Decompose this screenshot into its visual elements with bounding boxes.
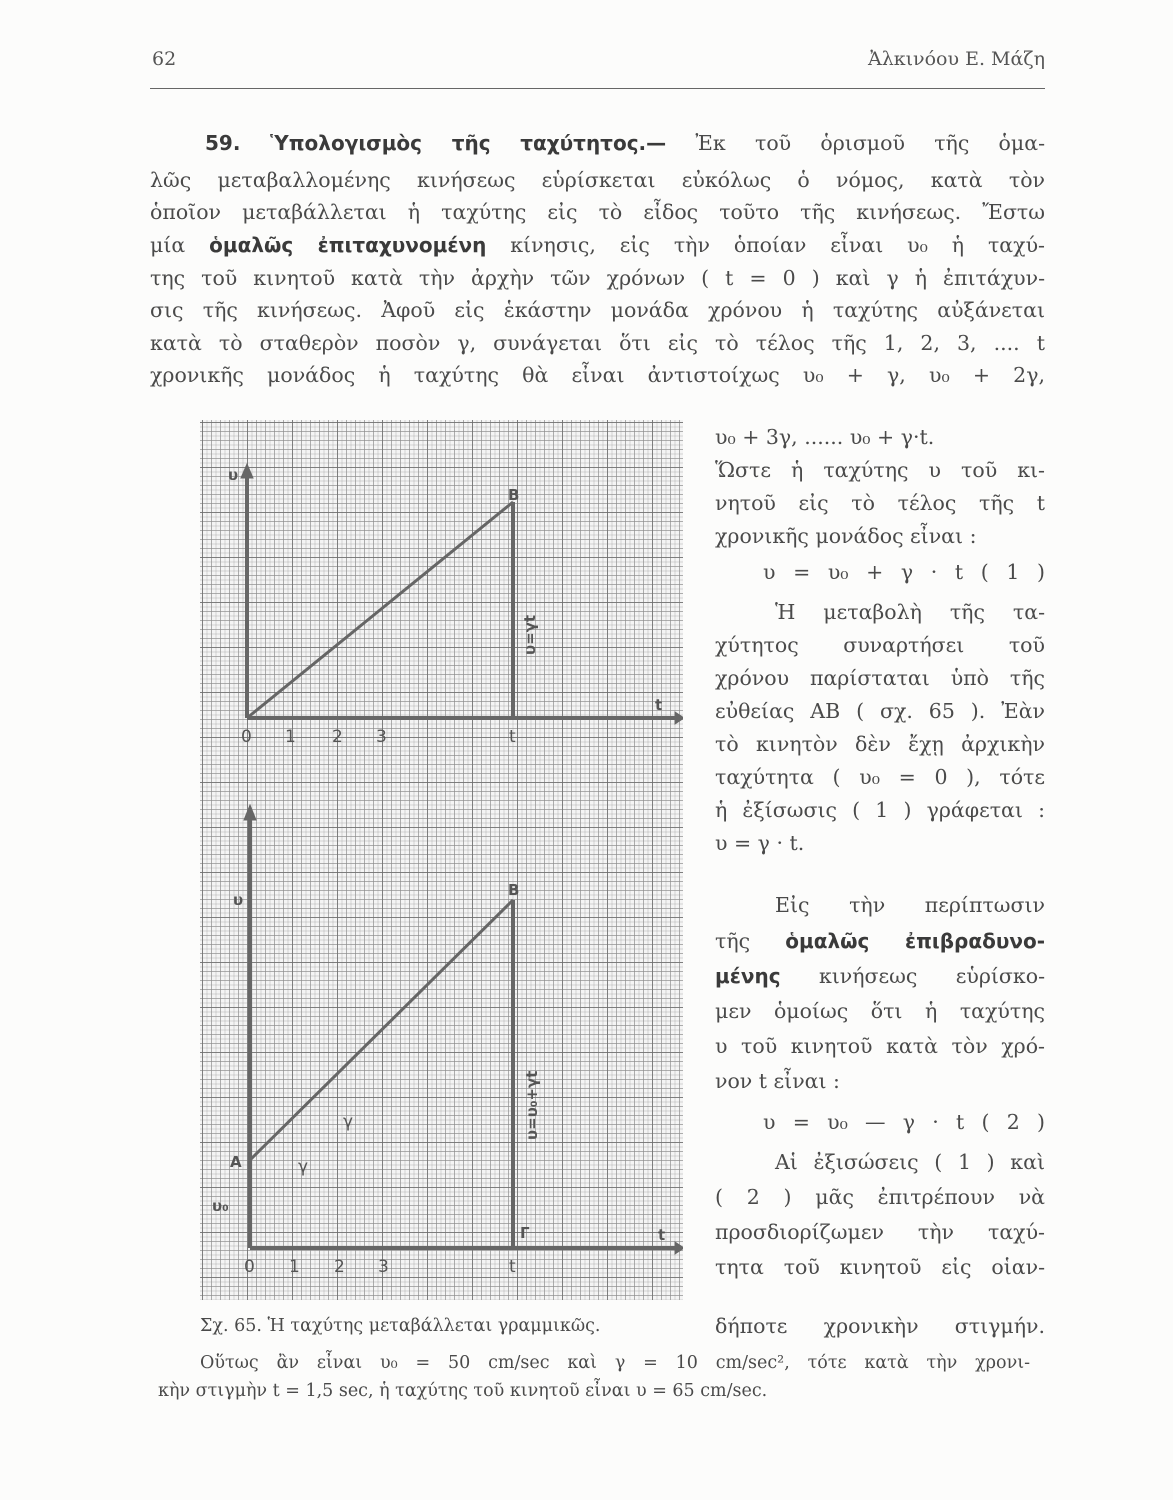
main-line xyxy=(150,361,1045,389)
column-line xyxy=(775,1148,1045,1176)
text-run: εὐθείας ΑΒ ( σχ. 65 ). Ἐὰν xyxy=(715,699,1045,723)
text-run: νητοῦ εἰς τὸ τέλος τῆς t xyxy=(715,491,1045,515)
text-run: νον t εἶναι : xyxy=(715,1069,840,1093)
text-run: χύτητος συναρτήσει τοῦ xyxy=(715,633,1045,657)
bottom-x-label: t xyxy=(658,1226,666,1244)
bottom-tick-1: 1 xyxy=(289,1257,300,1277)
text-run: υ = υ₀ — γ · t ( 2 ) xyxy=(763,1110,1045,1134)
bold-term: ὁμαλῶς ἐπιταχυνομένη xyxy=(209,233,487,257)
bottom-tick-t: t xyxy=(509,1257,516,1277)
main-line xyxy=(150,329,1045,357)
bottom-y-label: υ xyxy=(233,891,244,909)
text-run: υ = υ₀ + γ · t ( 1 ) xyxy=(763,560,1045,584)
text-run: τὸ κινητὸν δὲν ἔχῃ ἀρχικὴν xyxy=(715,732,1045,756)
bottom-point-b: B xyxy=(508,881,520,899)
text-run: υ₀ + 3γ, ...... υ₀ + γ·t. xyxy=(715,425,935,449)
text-run: κὴν στιγμὴν t = 1,5 sec, ἡ ταχύτης τοῦ κινητοῦ εἶναι υ = 65 cm/sec. xyxy=(158,1381,768,1401)
text-run: κατὰ τὸ σταθερὸν ποσὸν γ, συνάγεται ὅτι εἰς τὸ τέλος τῆς 1, 2, 3, .... t xyxy=(150,331,1045,355)
column-line xyxy=(715,456,1045,484)
text-run: Εἰς τὴν περίπτωσιν xyxy=(775,893,1045,917)
text-run: Οὕτως ἂν εἶναι υ₀ = 50 cm/sec καὶ γ = 10 cm/sec², τότε κατὰ τὴν χρονι- xyxy=(200,1353,1030,1373)
column-line xyxy=(715,1032,1045,1060)
column-line xyxy=(715,1218,1045,1246)
bottom-line-ab xyxy=(250,900,513,1160)
top-graph xyxy=(241,464,683,724)
main-line xyxy=(150,264,1045,292)
top-x-arrow xyxy=(675,712,683,724)
main-line xyxy=(150,296,1045,324)
column-line xyxy=(775,891,1045,919)
bottom-gamma-label-2: γ xyxy=(343,1112,354,1132)
text-run: της τοῦ κινητοῦ κατὰ τὴν ἀρχὴν τῶν χρόνων ( t = 0 ) καὶ γ ἡ ἐπιτάχυν- xyxy=(150,266,1045,290)
main-line xyxy=(150,198,1045,226)
text-run: προσδιορίζωμεν τὴν ταχύ- xyxy=(715,1220,1045,1244)
header-rule xyxy=(150,88,1045,89)
text-run: ταχύτητα ( υ₀ = 0 ), τότε xyxy=(715,765,1045,789)
top-side-label: υ=γt xyxy=(521,614,539,655)
bold-term: μένης xyxy=(715,964,781,988)
column-line xyxy=(763,558,1045,586)
text-run: ὁποῖον μεταβάλλεται ἡ ταχύτης εἰς τὸ εἶδος τοῦτο τῆς κινήσεως. Ἔστω xyxy=(150,200,1045,224)
figure-65-graph-paper xyxy=(200,420,683,1300)
text-run: κίνησις, εἰς τὴν ὁποίαν εἶναι υ₀ ἡ ταχύ- xyxy=(486,233,1045,257)
column-line xyxy=(715,664,1045,692)
text-run: χρονικῆς μονάδος εἶναι : xyxy=(715,524,977,548)
column-line xyxy=(715,730,1045,758)
column-line xyxy=(715,796,1045,824)
bottom-x-arrow xyxy=(675,1242,683,1254)
main-line xyxy=(150,166,1045,194)
top-tick-t: t xyxy=(509,727,516,747)
top-y-label: υ xyxy=(228,466,239,484)
column-line xyxy=(715,1253,1045,1281)
text-run: Ἐκ τοῦ ὁρισμοῦ τῆς ὁμα- xyxy=(666,131,1045,155)
column-line xyxy=(715,927,1045,955)
text-run: μεν ὁμοίως ὅτι ἡ ταχύτης xyxy=(715,999,1045,1023)
column-line xyxy=(763,1108,1045,1136)
text-run: δήποτε χρονικὴν στιγμήν. xyxy=(715,1314,1045,1338)
column-line xyxy=(715,763,1045,791)
bottom-point-a: A xyxy=(230,1153,242,1171)
text-run: λῶς μεταβαλλομένης κινήσεως εὑρίσκεται εὐκόλως ὁ νόμος, κατὰ τὸν xyxy=(150,168,1045,192)
text-run: Ἡ μεταβολὴ τῆς τα- xyxy=(775,600,1045,624)
column-line xyxy=(715,997,1045,1025)
main-line xyxy=(205,129,1045,157)
text-run: κινήσεως εὑρίσκο- xyxy=(780,964,1045,988)
top-x-label: t xyxy=(655,696,663,714)
text-run: χρονικῆς μονάδος ἡ ταχύτης θὰ εἶναι ἀντιστοίχως υ₀ + γ, υ₀ + 2γ, xyxy=(150,363,1045,387)
bold-term: ὁμαλῶς ἐπιβραδυνο- xyxy=(785,929,1045,953)
top-y-arrow xyxy=(241,464,253,478)
column-line xyxy=(715,423,1045,451)
text-run: ( 2 ) μᾶς ἐπιτρέπουν νὰ xyxy=(715,1185,1045,1209)
column-line xyxy=(715,631,1045,659)
top-tick-0: 0 xyxy=(241,727,252,747)
bottom-point-gamma: Γ xyxy=(520,1224,530,1242)
text-run: σις τῆς κινήσεως. Ἀφοῦ εἰς ἑκάστην μονάδα χρόνου ἡ ταχύτης αὐξάνεται xyxy=(150,298,1045,322)
top-tick-3: 3 xyxy=(376,727,387,747)
bottom-side-label: υ=υ₀+γt xyxy=(523,1070,541,1140)
column-line xyxy=(775,598,1045,626)
running-head: Ἀλκινόου Ε. Μάζη xyxy=(867,48,1045,70)
bottom-graph xyxy=(244,805,683,1254)
column-line xyxy=(715,522,1045,550)
bottom-y-arrow xyxy=(244,805,256,820)
footer-line xyxy=(158,1377,1030,1405)
text-run: τῆς xyxy=(715,929,786,953)
text-run: μία xyxy=(150,233,210,257)
text-run: τητα τοῦ κινητοῦ εἰς οἱαν- xyxy=(715,1255,1045,1279)
bottom-tick-2: 2 xyxy=(334,1257,345,1277)
bottom-tick-0: 0 xyxy=(244,1257,255,1277)
column-line xyxy=(715,1312,1045,1340)
column-line xyxy=(715,489,1045,517)
velocity-time-diagrams xyxy=(200,420,683,1300)
column-line xyxy=(715,1067,1045,1095)
column-line xyxy=(715,962,1045,990)
bold-term: 59. Ὑπολογισμὸς τῆς ταχύτητος.— xyxy=(205,131,667,155)
bottom-gamma-label: γ xyxy=(298,1157,309,1177)
column-line xyxy=(715,697,1045,725)
text-run: Αἱ ἐξισώσεις ( 1 ) καὶ xyxy=(775,1150,1045,1174)
figure-caption: Σχ. 65. Ἡ ταχύτης μεταβάλλεται γραμμικῶς. xyxy=(200,1316,601,1336)
footer-line xyxy=(200,1349,1030,1377)
text-run: Ὥστε ἡ ταχύτης υ τοῦ κι- xyxy=(715,458,1045,482)
top-line-ob xyxy=(247,502,513,718)
top-point-b: B xyxy=(508,486,520,504)
top-tick-2: 2 xyxy=(332,727,343,747)
text-run: ἡ ἐξίσωσις ( 1 ) γράφεται : xyxy=(715,798,1045,822)
column-line xyxy=(715,1183,1045,1211)
column-line xyxy=(715,829,1045,857)
text-run: υ = γ · t. xyxy=(715,831,805,855)
main-line xyxy=(150,231,1045,259)
text-run: χρόνου παρίσταται ὑπὸ τῆς xyxy=(715,666,1045,690)
bottom-tick-3: 3 xyxy=(378,1257,389,1277)
page-number: 62 xyxy=(152,48,177,70)
top-tick-1: 1 xyxy=(285,727,296,747)
text-run: υ τοῦ κινητοῦ κατὰ τὸν χρό- xyxy=(715,1034,1045,1058)
bottom-v0-label: υ₀ xyxy=(212,1197,229,1215)
